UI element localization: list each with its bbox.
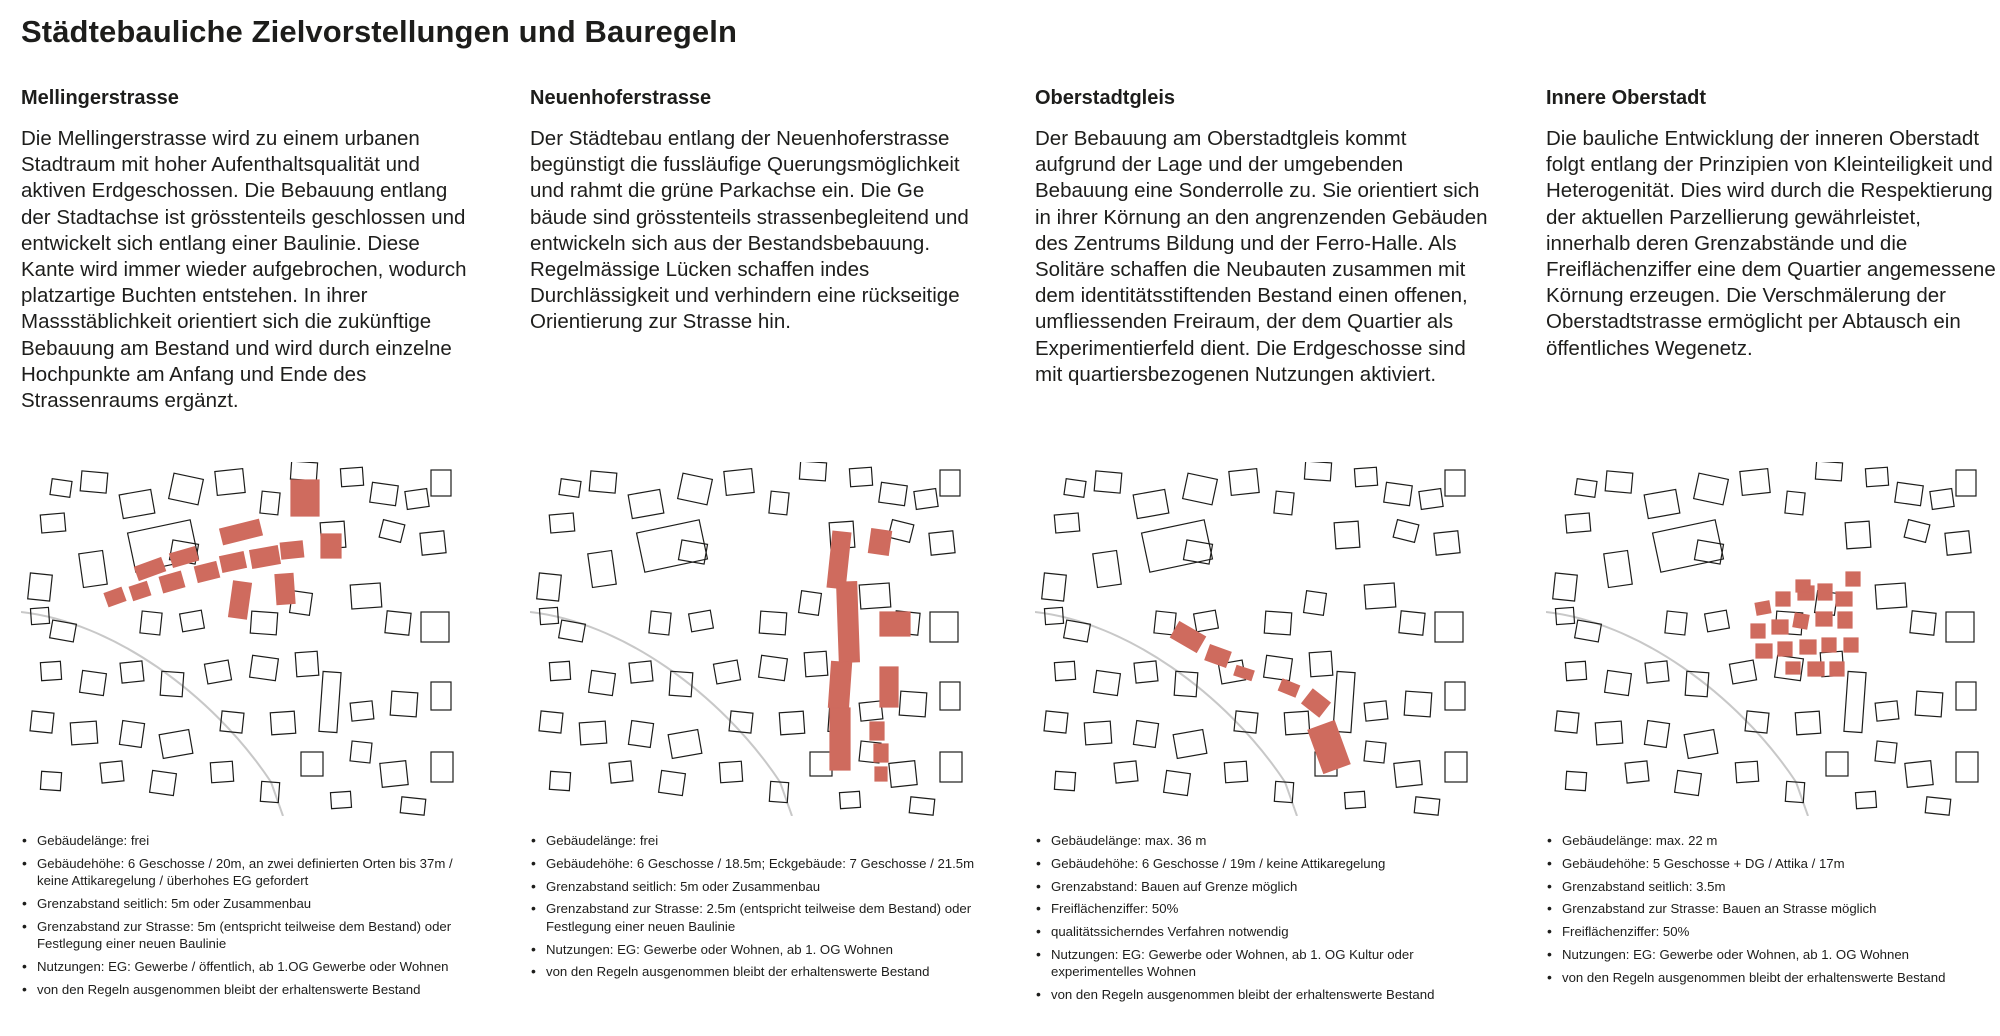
page-title: Städtebauliche Zielvorstellungen und Bauregeln xyxy=(21,14,737,49)
existing-building xyxy=(119,721,144,748)
new-building xyxy=(321,534,341,558)
new-building xyxy=(1278,679,1299,697)
existing-building xyxy=(119,489,155,518)
existing-building xyxy=(1645,661,1669,683)
existing-building xyxy=(319,671,341,732)
existing-building xyxy=(879,482,908,505)
existing-building xyxy=(769,491,789,515)
rule-item: • Grenzabstand seitlich: 3.5m xyxy=(1546,878,2000,896)
existing-building xyxy=(1333,671,1355,732)
new-building xyxy=(1772,620,1788,634)
new-building xyxy=(1756,644,1772,658)
new-building xyxy=(1751,624,1765,638)
existing-building xyxy=(849,467,872,486)
column-description: Die Mellingerstrasse wird zu einem urbanen Stadtraum mit hoher Aufenthaltsqualität und aktiven Erdgeschossen. Die Bebauung entlang der Stadtachse ist grösstenteils geschlossen und entwickelt sich entlang einer Baulinie. Diese Kante wird immer wieder aufgebrochen, wodurch platzartige Buchten entstehen. In ihrer Massstäblichkeit orientiert sich die zukünftige Bebauung am Bestand und wird durch einzelne Hochpunkte am Anfang und Ende des Strassenraums ergänzt. xyxy=(21,127,467,413)
existing-building xyxy=(1224,761,1247,782)
existing-building xyxy=(1183,473,1218,505)
existing-building xyxy=(1334,521,1360,549)
new-building xyxy=(1755,601,1771,615)
new-building xyxy=(1778,642,1792,656)
new-building xyxy=(1786,662,1800,674)
new-building xyxy=(1205,645,1231,668)
existing-building xyxy=(1910,611,1936,635)
existing-building xyxy=(539,711,563,733)
existing-building xyxy=(1054,513,1079,533)
existing-building xyxy=(1435,612,1463,642)
rule-item: • Grenzabstand zur Strasse: 5m (entspricht teilweise dem Bestand) oder Festlegung einer neuen Baulinie xyxy=(21,918,476,953)
existing-building xyxy=(1304,591,1327,616)
existing-building xyxy=(839,791,860,808)
existing-building xyxy=(589,670,616,695)
existing-building xyxy=(40,513,65,533)
existing-building xyxy=(804,651,828,676)
existing-building xyxy=(70,721,97,745)
existing-building xyxy=(1605,471,1633,493)
site-plan-map xyxy=(1035,462,1475,816)
new-building xyxy=(1844,638,1858,652)
existing-building xyxy=(290,462,317,481)
existing-building xyxy=(1605,670,1632,695)
new-building xyxy=(870,722,884,740)
existing-building xyxy=(668,730,702,759)
existing-building xyxy=(1785,491,1805,515)
existing-building xyxy=(1434,531,1460,555)
existing-building xyxy=(340,467,363,486)
new-building xyxy=(1822,638,1836,652)
existing-building xyxy=(549,771,570,790)
column-title: Oberstadtgleis xyxy=(1035,87,1176,109)
column-oberstadtgleis xyxy=(1035,86,1490,1003)
new-building xyxy=(159,571,185,592)
column-title: Mellingerstrasse xyxy=(21,87,179,109)
new-building xyxy=(880,612,910,636)
existing-building xyxy=(1665,611,1687,635)
existing-building xyxy=(559,479,581,498)
rules-list xyxy=(1546,832,2000,992)
new-building xyxy=(1838,612,1852,628)
new-building xyxy=(1830,662,1844,676)
rule-item: • Freiflächenziffer: 50% xyxy=(1035,900,1490,918)
existing-building xyxy=(1595,721,1622,745)
existing-building xyxy=(1555,711,1579,733)
rule-item: • Gebäudelänge: max. 22 m xyxy=(1546,832,2000,850)
new-building xyxy=(250,546,281,569)
existing-building xyxy=(929,531,955,555)
existing-building xyxy=(1925,797,1951,815)
new-building xyxy=(875,767,887,781)
existing-building xyxy=(1309,651,1333,676)
existing-building xyxy=(390,691,418,717)
existing-building xyxy=(1354,467,1377,486)
existing-building xyxy=(1694,540,1723,564)
existing-building xyxy=(1855,791,1876,808)
existing-building xyxy=(1445,682,1465,710)
site-plan-map xyxy=(1546,462,1986,816)
existing-building xyxy=(1905,761,1933,788)
new-building xyxy=(880,667,898,707)
existing-building xyxy=(629,661,653,683)
new-building xyxy=(1302,689,1330,717)
existing-building xyxy=(1565,513,1590,533)
existing-building xyxy=(40,661,61,680)
new-building xyxy=(1846,572,1860,586)
existing-building xyxy=(1364,583,1396,609)
existing-building xyxy=(140,611,162,635)
existing-building xyxy=(150,770,177,795)
existing-building xyxy=(431,752,453,782)
existing-building xyxy=(649,611,671,635)
new-building xyxy=(291,480,319,516)
new-building xyxy=(868,529,891,556)
new-building xyxy=(837,582,860,663)
existing-building xyxy=(588,550,616,587)
existing-building xyxy=(1553,573,1578,601)
new-building xyxy=(1793,613,1809,629)
existing-building xyxy=(1042,573,1067,601)
existing-building xyxy=(909,797,935,815)
new-building xyxy=(129,582,150,601)
new-building xyxy=(1800,640,1816,654)
new-building xyxy=(1796,580,1810,592)
existing-building xyxy=(28,573,53,601)
column-description: Die bauliche Entwicklung der inneren Oberstadt folgt entlang der Prinzipien von Kleinteiligkeit und Heterogenität. Dies wird durch die Respektierung der aktuellen Parzellierung gewährleistet, innerhalb deren Grenzabstände und die Freiflächenziffer eine dem Quartier angemessene Körnung erzeugen. Die Verschmälerung der Oberstadtstrasse ermöglicht per Abtausch ein öffentliches Wegenetz. xyxy=(1546,127,1996,360)
rule-item: • von den Regeln ausgenommen bleibt der erhaltenswerte Bestand xyxy=(530,963,985,981)
existing-building xyxy=(759,611,786,635)
existing-building xyxy=(400,797,426,815)
existing-building xyxy=(215,469,245,496)
existing-building xyxy=(1384,482,1413,505)
existing-building xyxy=(609,761,633,783)
rules-list xyxy=(1035,832,1490,1009)
existing-building xyxy=(579,721,606,745)
existing-building xyxy=(1064,620,1091,642)
column-mellingerstrasse xyxy=(21,86,476,997)
existing-building xyxy=(1164,770,1191,795)
existing-building xyxy=(50,620,77,642)
existing-building xyxy=(420,531,446,555)
existing-building xyxy=(260,491,280,515)
existing-building xyxy=(940,470,960,496)
existing-building xyxy=(1284,711,1309,735)
existing-building xyxy=(637,520,708,572)
existing-building xyxy=(330,791,351,808)
existing-building xyxy=(930,612,958,642)
existing-building xyxy=(1404,691,1432,717)
existing-building xyxy=(1844,671,1866,732)
existing-building xyxy=(1653,520,1724,572)
existing-building xyxy=(1399,611,1425,635)
existing-building xyxy=(759,655,788,680)
existing-building xyxy=(120,661,144,683)
rule-item: • Gebäudehöhe: 6 Geschosse / 19m / keine Attikaregelung xyxy=(1035,855,1490,873)
rule-item: • Grenzabstand zur Strasse: 2.5m (entspricht teilweise dem Bestand) oder Festlegung einer neuen Baulinie xyxy=(530,900,985,935)
existing-building xyxy=(100,761,124,783)
existing-building xyxy=(1875,583,1907,609)
new-building xyxy=(1816,612,1832,626)
existing-building xyxy=(779,711,804,735)
new-building xyxy=(1818,584,1832,600)
existing-building xyxy=(169,473,204,505)
rule-item: • Gebäudelänge: frei xyxy=(530,832,985,850)
column-neuenhoferstrasse xyxy=(530,86,985,980)
rules-list xyxy=(21,832,476,1004)
new-building xyxy=(874,744,888,762)
existing-building xyxy=(1795,711,1820,735)
existing-building xyxy=(628,721,653,748)
existing-building xyxy=(1875,701,1899,721)
existing-building xyxy=(1304,462,1331,481)
existing-building xyxy=(1094,670,1121,695)
existing-building xyxy=(1565,661,1586,680)
existing-building xyxy=(1956,470,1976,496)
existing-building xyxy=(1133,721,1158,748)
existing-building xyxy=(379,520,405,543)
existing-building xyxy=(1229,469,1259,496)
existing-building xyxy=(1054,771,1075,790)
new-building xyxy=(1808,662,1824,676)
existing-building xyxy=(1644,721,1669,748)
existing-building xyxy=(689,610,714,632)
existing-building xyxy=(799,462,826,481)
existing-building xyxy=(724,469,754,496)
existing-building xyxy=(659,770,686,795)
existing-building xyxy=(1264,655,1293,680)
rule-item: • Gebäudelänge: max. 36 m xyxy=(1035,832,1490,850)
existing-building xyxy=(1344,791,1365,808)
new-building xyxy=(1234,665,1254,680)
rule-item: • Gebäudehöhe: 6 Geschosse / 18.5m; Eckgebäude: 7 Geschosse / 21.5m xyxy=(530,855,985,873)
existing-building xyxy=(1445,752,1467,782)
existing-building xyxy=(1815,462,1842,481)
existing-building xyxy=(914,489,938,510)
existing-building xyxy=(589,471,617,493)
existing-building xyxy=(1064,479,1086,498)
existing-building xyxy=(1625,761,1649,783)
existing-building xyxy=(204,660,231,684)
site-plan-map xyxy=(21,462,461,816)
existing-building xyxy=(159,730,193,759)
new-building xyxy=(830,708,850,770)
existing-building xyxy=(1915,691,1943,717)
column-title: Innere Oberstadt xyxy=(1546,87,1707,109)
existing-building xyxy=(1826,752,1848,776)
new-building xyxy=(220,552,247,573)
existing-building xyxy=(350,583,382,609)
existing-building xyxy=(1044,711,1068,733)
existing-building xyxy=(50,479,72,498)
existing-building xyxy=(431,470,451,496)
rule-item: • Gebäudehöhe: 5 Geschosse + DG / Attika / 17m xyxy=(1546,855,2000,873)
rule-item: • Freiflächenziffer: 50% xyxy=(1546,923,2000,941)
existing-building xyxy=(1845,521,1871,549)
existing-building xyxy=(1694,473,1729,505)
existing-building xyxy=(1604,550,1632,587)
existing-building xyxy=(1945,531,1971,555)
new-building xyxy=(828,661,851,708)
existing-building xyxy=(719,761,742,782)
existing-building xyxy=(1684,730,1718,759)
rule-item: • Grenzabstand seitlich: 5m oder Zusammenbau xyxy=(530,878,985,896)
existing-building xyxy=(1575,620,1602,642)
existing-building xyxy=(350,701,374,721)
existing-building xyxy=(1394,761,1422,788)
existing-building xyxy=(1054,661,1075,680)
new-building xyxy=(1171,622,1206,653)
existing-building xyxy=(1133,489,1169,518)
existing-building xyxy=(713,660,740,684)
rule-item: • Grenzabstand: Bauen auf Grenze möglich xyxy=(1035,878,1490,896)
column-description: Der Bebauung am Oberstadtgleis kommt aufgrund der Lage und der umgebenden Bebauung eine Sonderrolle zu. Sie orientiert sich in ihrer Körnung an den angrenzenden Gebäuden des Zentrums Bildung und der Ferro-Halle. Als Solitäre schaffen die Neubauten zusammen mit dem identitätsstiftenden Bestand einen offenen, umfliessenden Freiraum, der dem Quartier als Experimentierfeld dient. Die Erdgeschosse sind mit quartiersbezogenen Nutzungen aktiviert. xyxy=(1035,127,1488,386)
existing-building xyxy=(1644,489,1680,518)
existing-building xyxy=(80,471,108,493)
existing-building xyxy=(889,761,917,788)
existing-building xyxy=(1183,540,1212,564)
existing-building xyxy=(1445,470,1465,496)
rule-item: • Nutzungen: EG: Gewerbe oder Wohnen, ab 1. OG Kultur oder experimentelles Wohnen xyxy=(1035,946,1490,981)
existing-building xyxy=(1865,467,1888,486)
new-building xyxy=(280,541,304,559)
existing-building xyxy=(385,611,411,635)
rule-item: • Grenzabstand zur Strasse: Bauen an Strasse möglich xyxy=(1546,900,2000,918)
existing-building xyxy=(1729,660,1756,684)
existing-building xyxy=(1084,721,1111,745)
existing-building xyxy=(1740,469,1770,496)
rule-item: • Nutzungen: EG: Gewerbe / öffentlich, ab 1.OG Gewerbe oder Wohnen xyxy=(21,958,476,976)
existing-building xyxy=(810,752,832,776)
existing-building xyxy=(537,573,562,601)
existing-building xyxy=(40,771,61,790)
existing-building xyxy=(1093,550,1121,587)
existing-building xyxy=(678,473,713,505)
existing-building xyxy=(405,489,429,510)
existing-building xyxy=(1393,520,1419,543)
existing-building xyxy=(1575,479,1597,498)
new-building xyxy=(275,573,295,604)
new-building xyxy=(194,562,219,583)
existing-building xyxy=(1930,489,1954,510)
existing-building xyxy=(180,610,205,632)
existing-building xyxy=(1173,730,1207,759)
rule-item: • von den Regeln ausgenommen bleibt der erhaltenswerte Bestand xyxy=(21,981,476,999)
existing-building xyxy=(1895,482,1924,505)
existing-building xyxy=(628,489,664,518)
site-plan-map xyxy=(530,462,970,816)
rule-item: • Nutzungen: EG: Gewerbe oder Wohnen, ab 1. OG Wohnen xyxy=(530,941,985,959)
existing-building xyxy=(421,612,449,642)
existing-building xyxy=(301,752,323,776)
existing-building xyxy=(940,752,962,782)
rule-item: • von den Regeln ausgenommen bleibt der erhaltenswerte Bestand xyxy=(1035,986,1490,1004)
existing-building xyxy=(1565,771,1586,790)
existing-building xyxy=(678,540,707,564)
existing-building xyxy=(1875,741,1897,763)
rule-item: • Gebäudehöhe: 6 Geschosse / 20m, an zwei definierten Orten bis 37m / keine Attikaregelung / überhohes EG gefordert xyxy=(21,855,476,890)
rule-item: • Grenzabstand seitlich: 5m oder Zusammenbau xyxy=(21,895,476,913)
rules-list xyxy=(530,832,985,986)
existing-building xyxy=(350,741,372,763)
existing-building xyxy=(559,620,586,642)
existing-building xyxy=(940,682,960,710)
existing-building xyxy=(1114,761,1138,783)
existing-building xyxy=(1904,520,1930,543)
existing-building xyxy=(549,661,570,680)
column-description: Der Städtebau entlang der Neuenhoferstrasse begünstigt die fussläufige Querungsmöglichkeit und rahmt die grüne Parkachse ein. Die Ge bäude sind grösstenteils strassenbegleitend und entwickeln sich aus der Bestandsbebauung. Regelmässige Lücken schaffen indes Durchlässigkeit und verhindern eine rückseitige Orientierung zur Strasse hin. xyxy=(530,127,969,334)
existing-building xyxy=(1956,752,1978,782)
existing-building xyxy=(549,513,574,533)
existing-building xyxy=(1419,489,1443,510)
new-building xyxy=(220,519,263,544)
existing-building xyxy=(1134,661,1158,683)
existing-building xyxy=(859,583,891,609)
existing-building xyxy=(250,655,279,680)
existing-building xyxy=(250,611,277,635)
existing-building xyxy=(79,550,107,587)
existing-building xyxy=(1194,610,1219,632)
existing-building xyxy=(1274,491,1294,515)
existing-building xyxy=(1094,471,1122,493)
column-innere-oberstadt xyxy=(1546,86,2000,985)
existing-building xyxy=(295,651,319,676)
new-building xyxy=(229,581,252,619)
existing-building xyxy=(270,711,295,735)
existing-building xyxy=(431,682,451,710)
rule-item: • qualitätssicherndes Verfahren notwendig xyxy=(1035,923,1490,941)
existing-building xyxy=(799,591,822,616)
existing-building xyxy=(30,711,54,733)
existing-building xyxy=(1414,797,1440,815)
existing-building xyxy=(1264,611,1291,635)
rule-item: • von den Regeln ausgenommen bleibt der erhaltenswerte Bestand xyxy=(1546,969,2000,987)
existing-building xyxy=(1735,761,1758,782)
rule-item: • Gebäudelänge: frei xyxy=(21,832,476,850)
existing-building xyxy=(1142,520,1213,572)
new-building xyxy=(1776,592,1790,606)
existing-building xyxy=(380,761,408,788)
new-building xyxy=(1308,721,1350,774)
new-building xyxy=(104,587,126,606)
existing-building xyxy=(1675,770,1702,795)
existing-building xyxy=(859,701,883,721)
existing-building xyxy=(80,670,107,695)
existing-building xyxy=(1364,701,1388,721)
rule-item: • Nutzungen: EG: Gewerbe oder Wohnen, ab 1. OG Wohnen xyxy=(1546,946,2000,964)
existing-building xyxy=(370,482,399,505)
existing-building xyxy=(1956,682,1976,710)
existing-building xyxy=(899,691,927,717)
existing-building xyxy=(210,761,233,782)
existing-building xyxy=(1154,611,1176,635)
column-title: Neuenhoferstrasse xyxy=(530,87,712,109)
new-building xyxy=(1836,592,1852,606)
existing-building xyxy=(1705,610,1730,632)
existing-building xyxy=(1946,612,1974,642)
existing-building xyxy=(1364,741,1386,763)
